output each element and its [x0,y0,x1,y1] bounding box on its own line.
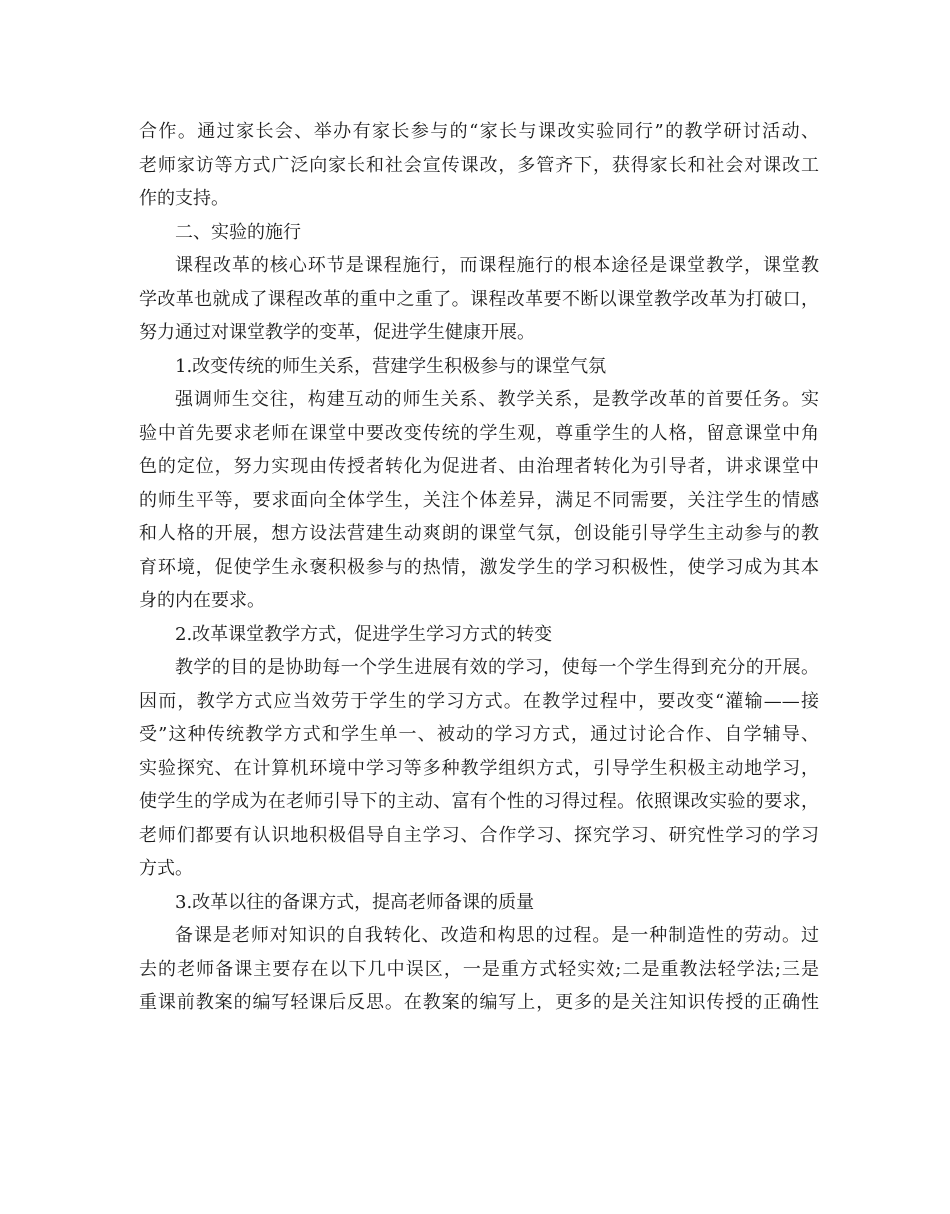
text-line: 努力通过对课堂教学的变革，促进学生健康开展。 [139,322,535,343]
subsection-heading: 2.改革课堂教学方式，促进学生学习方式的转变 [175,623,553,645]
text-line: 重课前教案的编写轻课后反思。在教案的编写上，更多的是关注知识传授的正确性 [139,992,819,1013]
document-body [139,115,819,1020]
text-line: 教学的目的是协助每一个学生进展有效的学习，使每一个学生得到充分的开展。 [175,657,819,678]
text-line: 方式。 [139,858,193,879]
text-line: 合作。通过家长会、举办有家长参与的“家长与课改实验同行”的教学研讨活动、 [139,121,819,142]
subsection-heading: 1.改变传统的师生关系，营建学生积极参与的课堂气氛 [175,355,607,377]
text-line: 的师生平等，要求面向全体学生，关注个体差异，满足不同需要，关注学生的情感 [139,489,819,511]
text-line: 课程改革的核心环节是课程施行，而课程施行的根本途径是课堂教学，课堂教 [175,255,819,276]
text-line: 老师们都要有认识地积极倡导自主学习、合作学习、探究学习、研究性学习的学习 [139,824,819,846]
text-line: 因而，教学方式应当效劳于学生的学习方式。在教学过程中，要改变“灌输——接 [139,690,819,712]
text-line: 老师家访等方式广泛向家长和社会宣传课改，多管齐下，获得家长和社会对课改工 [139,154,819,176]
text-line: 验中首先要求老师在课堂中要改变传统的学生观，尊重学生的人格，留意课堂中角 [139,422,819,444]
text-line: 强调师生交往，构建互动的师生关系、教学关系，是教学改革的首要任务。实 [175,389,819,410]
text-line: 去的老师备课主要存在以下几中误区，一是重方式轻实效;二是重教法轻学法;三是 [139,958,819,980]
text-line: 受”这种传统教学方式和学生单一、被动的学习方式，通过讨论合作、自学辅导、 [139,724,819,745]
subsection-heading: 3.改革以往的备课方式，提高老师备课的质量 [175,891,535,913]
text-line: 使学生的学成为在老师引导下的主动、富有个性的习得过程。依照课改实验的要求， [139,791,819,812]
text-line: 备课是老师对知识的自我转化、改造和构思的过程。是一种制造性的劳动。过 [175,925,819,946]
text-line: 实验探究、在计算机环境中学习等多种教学组织方式，引导学生积极主动地学习， [139,757,819,779]
text-line: 育环境，促使学生永褒积极参与的热情，激发学生的学习积极性，使学习成为其本 [139,556,819,578]
text-line: 和人格的开展，想方设法营建生动爽朗的课堂气氛，创设能引导学生主动参与的教 [139,523,819,544]
text-line: 身的内在要求。 [139,590,265,611]
text-line: 学改革也就成了课程改革的重中之重了。课程改革要不断以课堂教学改革为打破口， [139,288,819,310]
text-line: 色的定位，努力实现由传授者转化为促进者、由治理者转化为引导者，讲求课堂中 [139,456,819,477]
text-line: 作的支持。 [139,188,229,209]
section-heading: 二、实验的施行 [175,221,301,243]
